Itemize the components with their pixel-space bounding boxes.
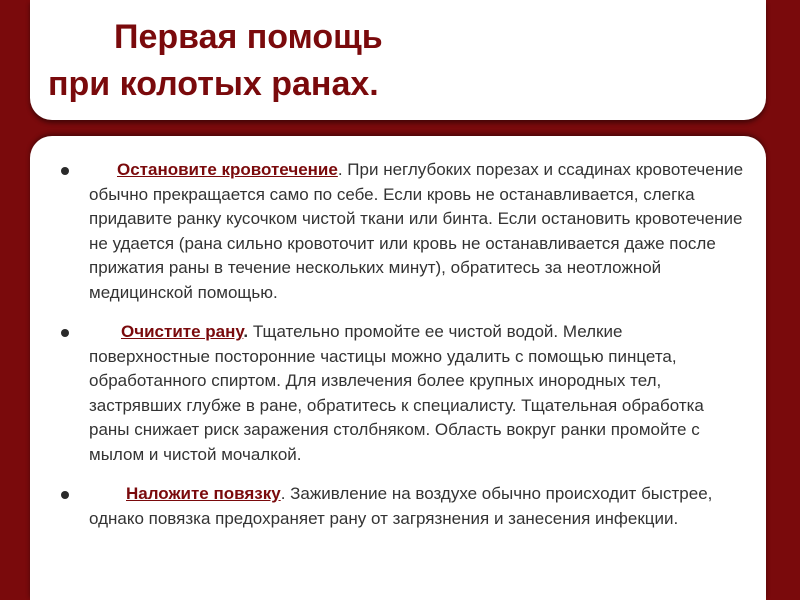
slide-title (48, 14, 383, 108)
item-lead: Остановите кровотечение (117, 160, 338, 179)
item-lead-wrap: Наложите повязку. Заживление на воздухе обычно происходит быстрее, однако повязка предохраняет рану от загрязнения и занесения инфекции. (89, 484, 713, 528)
item-lead: Очистите рану (121, 322, 244, 341)
item-lead: Наложите повязку (126, 484, 281, 503)
list-item-apply-bandage (30, 482, 766, 531)
item-text: Тщательно промойте ее чистой водой. Мелкие поверхностные посторонние частицы можно удалить с помощью пинцета, обработанного спиртом. Для извлечения более крупных инородных тел, застрявших глубже в ране, обратитесь к специалисту. Тщательная обработка раны снижает риск заражения столбняком. Область вокруг ранки промойте с мылом и чистой мочалкой. (89, 322, 704, 464)
item-text: При неглубоких порезах и ссадинах кровотечение обычно прекращается само по себе. Если кровь не останавливается, слегка придавите ранку кусочком чистой ткани или бинта. Если остановить кровотечение не удается (рана сильно кровоточит или кровь не останавливается даже после прижатия раны в течение нескольких минут), обратитесь за неотложной медицинской помощью. (89, 160, 744, 302)
title-panel (30, 0, 766, 120)
bullet-icon (61, 491, 69, 499)
bullet-icon (61, 167, 69, 175)
slide-title-line2: при колотых ранах. (48, 65, 379, 103)
bullet-icon (61, 329, 69, 337)
item-lead-wrap: Очистите рану. Тщательно промойте ее чистой водой. Мелкие поверхностные посторонние частицы можно удалить с помощью пинцета, обработанного спиртом. Для извлечения более крупных инородных тел, застрявших глубже в ране, обратитесь к специалисту. Тщательная обработка раны снижает риск заражения столбняком. Область вокруг ранки промойте с мылом и чистой мочалкой. (89, 322, 704, 464)
slide-title-line1: Первая помощь (114, 18, 383, 56)
list-item-stop-bleeding (30, 158, 766, 305)
item-text: Заживление на воздухе обычно происходит быстрее, однако повязка предохраняет рану от загрязнения и занесения инфекции. (89, 484, 713, 528)
content-panel (30, 136, 766, 600)
item-lead-wrap: Остановите кровотечение. При неглубоких порезах и ссадинах кровотечение обычно прекращается само по себе. Если кровь не останавливается, слегка придавите ранку кусочком чистой ткани или бинта. Если остановить кровотечение не удается (рана сильно кровоточит или кровь не останавливается даже после прижатия раны в течение нескольких минут), обратитесь за неотложной медицинской помощью. (89, 160, 744, 302)
list-item-clean-wound (30, 320, 766, 467)
first-aid-steps-list (30, 158, 766, 546)
